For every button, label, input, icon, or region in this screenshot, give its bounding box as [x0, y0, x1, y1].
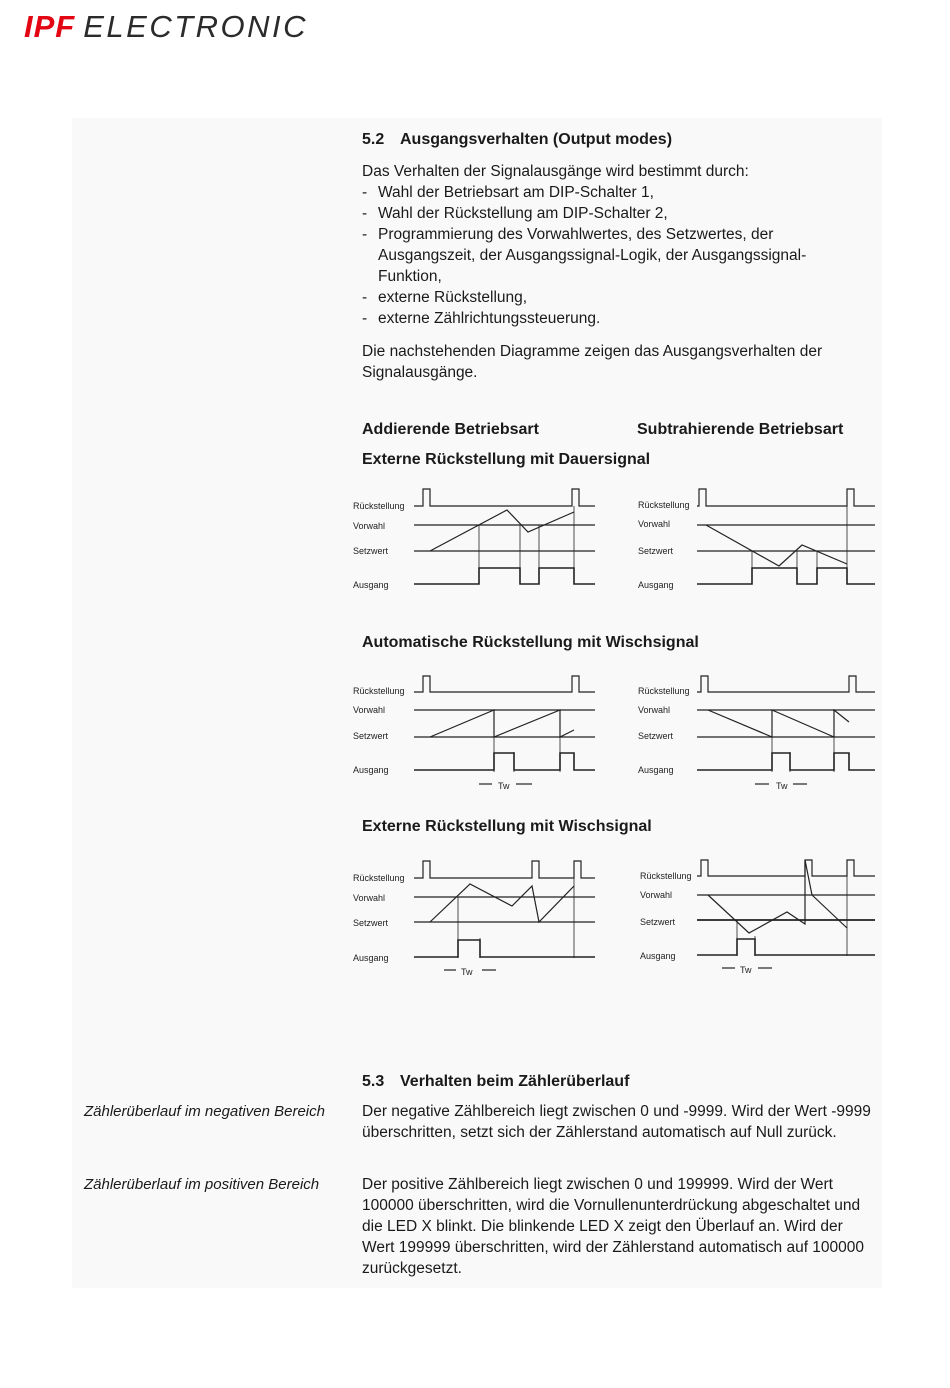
output-signal [414, 753, 595, 770]
label-preset: Vorwahl [353, 521, 386, 531]
label-tw: Tw [461, 967, 473, 977]
label-setpoint: Setzwert [640, 917, 676, 927]
label-output: Ausgang [638, 765, 674, 775]
section-5-3-title: Verhalten beim Zählerüberlauf [400, 1073, 630, 1090]
section-5-2-number: 5.2 [362, 131, 385, 148]
label-output: Ausgang [638, 580, 674, 590]
intro-bullet-list [362, 182, 882, 329]
label-reset: Rückstellung [638, 686, 690, 696]
overflow-positive-text: Der positive Zählbereich liegt zwischen 0 und 199999. Wird der Wert 100000 überschritten, wird die Vornullenunterdrückung abgeschaltet und die LED X blinkt. Die blinkende LED X zeigt den Überlauf an. Wird der Wert 199999 überschritten, wird der Zählerstand automatisch auf 100000 zurückgesetzt. [362, 1176, 865, 1277]
label-tw: Tw [776, 781, 788, 791]
label-setpoint: Setzwert [638, 546, 674, 556]
col-left-title: Addierende Betriebsart [362, 421, 539, 438]
count-ramp [430, 510, 574, 551]
count-ramp [430, 710, 574, 737]
overflow-negative-text: Der negative Zählbereich liegt zwischen 0 und -9999. Wird der Wert -9999 überschritten, setzt sich der Zählerstand automatisch auf Null zurück. [362, 1103, 871, 1141]
diagram-title-3: Externe Rückstellung mit Wischsignal [362, 818, 652, 835]
label-tw: Tw [498, 781, 510, 791]
reset-signal [414, 676, 595, 692]
reset-signal [697, 489, 875, 506]
timing-diagram-sub-ext-continuous [637, 486, 877, 594]
output-signal [697, 568, 875, 584]
reset-signal [697, 676, 875, 692]
section-5-3-number: 5.3 [362, 1073, 385, 1090]
reset-signal [697, 860, 875, 876]
label-setpoint: Setzwert [353, 731, 389, 741]
overflow-positive-label: Zählerüberlauf im positiven Bereich [84, 1176, 320, 1193]
overflow-negative-label: Zählerüberlauf im negativen Bereich [84, 1103, 325, 1120]
diagram-title-2: Automatische Rückstellung mit Wischsignal [362, 634, 699, 651]
timing-diagram-add-ext-continuous [352, 486, 600, 594]
label-reset: Rückstellung [353, 873, 405, 883]
logo-brand-rest: ELECTRONIC [83, 9, 309, 44]
timing-diagram-sub-auto-pulse [637, 674, 877, 796]
output-signal [414, 568, 595, 584]
col-right-title: Subtrahierende Betriebsart [637, 421, 844, 438]
reset-signal [414, 861, 595, 878]
diagram-title-1: Externe Rückstellung mit Dauersignal [362, 451, 651, 468]
count-ramp [430, 884, 574, 922]
count-ramp [708, 710, 849, 737]
bullet-item: - externe Zählrichtungssteuerung. [362, 308, 882, 329]
label-setpoint: Setzwert [353, 546, 389, 556]
label-output: Ausgang [353, 953, 389, 963]
output-signal [697, 939, 875, 955]
label-output: Ausgang [640, 951, 676, 961]
company-logo [24, 8, 308, 46]
label-setpoint: Setzwert [353, 918, 389, 928]
label-preset: Vorwahl [353, 893, 386, 903]
label-preset: Vorwahl [638, 519, 671, 529]
bullet-item: - Wahl der Rückstellung am DIP-Schalter 2, [362, 203, 882, 224]
section-5-2-intro [362, 161, 882, 383]
label-setpoint: Setzwert [638, 731, 674, 741]
timing-diagram-sub-ext-pulse [637, 858, 877, 980]
label-preset: Vorwahl [638, 705, 671, 715]
bullet-item: - Wahl der Betriebsart am DIP-Schalter 1, [362, 182, 882, 203]
count-ramp [706, 525, 847, 566]
label-preset: Vorwahl [353, 705, 386, 715]
label-output: Ausgang [353, 580, 389, 590]
bullet-item: - externe Rückstellung, [362, 287, 882, 308]
label-reset: Rückstellung [353, 686, 405, 696]
reset-signal [414, 489, 595, 506]
label-reset: Rückstellung [353, 501, 405, 511]
timing-diagram-add-auto-pulse [352, 674, 600, 796]
count-ramp [708, 860, 847, 933]
logo-brand: IPF [24, 9, 76, 44]
output-signal [414, 940, 595, 957]
label-reset: Rückstellung [638, 500, 690, 510]
closing-text: Die nachstehenden Diagramme zeigen das Ausgangsverhalten der Signalausgänge. [362, 343, 823, 381]
label-preset: Vorwahl [640, 890, 673, 900]
section-5-2-title: Ausgangsverhalten (Output modes) [400, 131, 673, 148]
bullet-item: - Programmierung des Vorwahlwertes, des Setzwertes, der Ausgangszeit, der Ausgangssignal-Logik, der Ausgangssignal-Funktion, [362, 224, 853, 287]
label-output: Ausgang [353, 765, 389, 775]
label-reset: Rückstellung [640, 871, 692, 881]
label-tw: Tw [740, 965, 752, 975]
output-signal [697, 753, 875, 770]
timing-diagram-add-ext-pulse [352, 858, 600, 980]
intro-text: Das Verhalten der Signalausgänge wird bestimmt durch: [362, 163, 749, 180]
